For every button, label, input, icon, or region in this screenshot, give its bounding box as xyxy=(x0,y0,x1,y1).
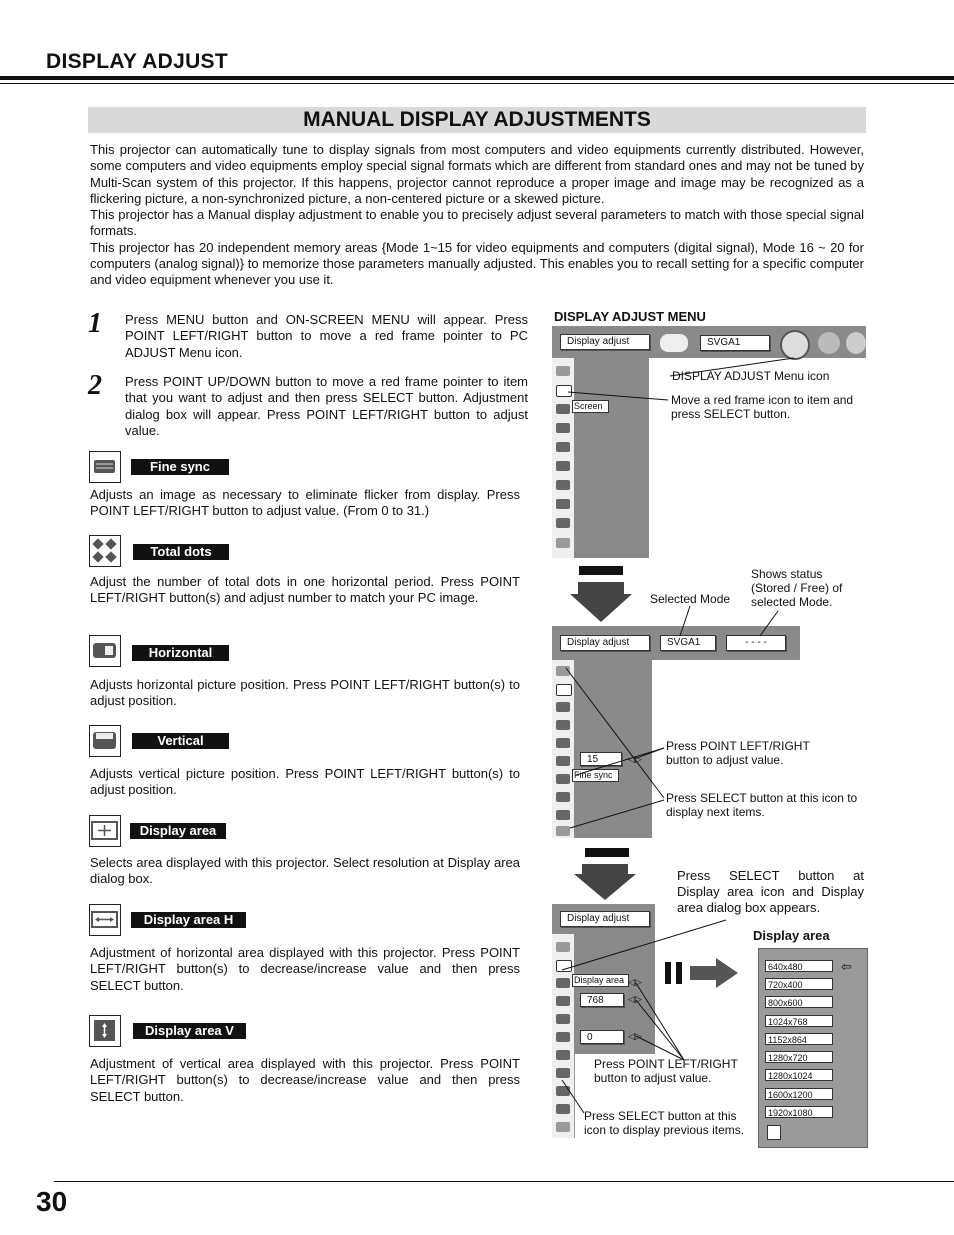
menu-icon-note: DISPLAY ADJUST Menu icon xyxy=(672,369,830,383)
footer-rule xyxy=(54,1181,954,1182)
menu-panel xyxy=(574,358,649,558)
up-arrow-icon xyxy=(556,942,570,952)
down-arrow-2 xyxy=(572,844,638,904)
down-arrow-icon xyxy=(556,826,570,836)
section-title: MANUAL DISPLAY ADJUSTMENTS xyxy=(88,107,866,133)
display-area-v-icon xyxy=(556,810,570,820)
display-area-label: Display area xyxy=(130,823,226,839)
adjust-note: Press POINT LEFT/RIGHT button to adjust value. xyxy=(666,739,810,767)
step-number: 2 xyxy=(88,370,102,401)
display-area-icon xyxy=(89,815,121,847)
step-text: Press MENU button and ON-SCREEN MENU will appear. Press POINT LEFT/RIGHT button to move a red frame pointer to PC ADJUST Menu icon. xyxy=(125,312,528,360)
display-area-icon xyxy=(556,960,572,972)
vertical-label: Vertical xyxy=(132,733,229,749)
display-area-description: Selects area displayed with this projector. Select resolution at Display area dialog box. xyxy=(90,855,520,887)
display-area-v-label: Display area V xyxy=(133,1023,246,1039)
page-number: 30 xyxy=(36,1186,68,1217)
down-arrow-icon xyxy=(556,538,570,548)
fine-sync-value: 15 xyxy=(580,752,622,766)
display-adjust-button: Display adjust xyxy=(560,334,650,350)
display-area-h-label: Display area H xyxy=(131,912,246,928)
fine-sync-description: Adjusts an image as necessary to eliminate flicker from display. Press POINT LEFT/RIGHT button to adjust value. (From 0 to 31.) xyxy=(90,487,520,519)
next-items-note: Press SELECT button at this icon to display next items. xyxy=(666,791,858,819)
menu-panel xyxy=(574,660,652,838)
status-note: Shows status (Stored / Free) of selected Mode. xyxy=(751,567,843,609)
display-area-icon xyxy=(556,774,570,784)
resolution-option: 1024x768 xyxy=(765,1015,833,1027)
resolution-option: 1280x1024 xyxy=(765,1069,833,1081)
display-area-v-icon xyxy=(556,518,570,528)
adjust-arrows-icon: ◁▷ xyxy=(628,977,642,987)
side-icon-column xyxy=(552,358,575,558)
v-value: 0 xyxy=(580,1030,624,1044)
total-dots-icon xyxy=(556,423,570,433)
vertical-description: Adjusts vertical picture position. Press POINT LEFT/RIGHT button(s) to adjust position. xyxy=(90,766,520,798)
screen-label: Screen xyxy=(572,400,609,413)
mode-button: SVGA1 xyxy=(660,635,716,651)
menu-item-icon xyxy=(556,1014,570,1024)
vertical-icon xyxy=(556,461,570,471)
display-area-v-description: Adjustment of vertical area displayed with this projector. Press POINT LEFT/RIGHT button(s) to decrease/increase value and then press SELECT button. xyxy=(90,1056,520,1104)
display-area-h-icon xyxy=(556,792,570,802)
menu-item-icon xyxy=(556,1086,570,1096)
fine-sync-icon xyxy=(89,451,121,483)
resolution-option: 1920x1080 xyxy=(765,1106,833,1118)
horizontal-icon xyxy=(89,635,121,667)
menu-item-icon xyxy=(556,1032,570,1042)
exit-icon xyxy=(767,1125,781,1140)
display-adjust-button: Display adjust xyxy=(560,911,650,927)
selected-mode-note: Selected Mode xyxy=(650,592,731,606)
page-header-title: DISPLAY ADJUST xyxy=(46,50,228,73)
total-dots-icon xyxy=(556,720,570,730)
step-number: 1 xyxy=(88,308,102,339)
total-dots-icon xyxy=(89,535,121,567)
menu-icon-1 xyxy=(660,334,688,352)
screen-icon xyxy=(556,684,572,696)
move-note: Move a red frame icon to item and press SELECT button. xyxy=(671,393,854,421)
fine-sync-menu-label: Fine sync xyxy=(572,769,619,782)
fine-sync-label: Fine sync xyxy=(131,459,229,475)
adjust-arrows-icon: ◁▷ xyxy=(628,994,642,1004)
total-dots-description: Adjust the number of total dots in one horizontal period. Press POINT LEFT/RIGHT button(s) and adjust number to match your PC image. xyxy=(90,574,520,606)
menu-diagram-1 xyxy=(552,326,866,558)
display-area-h-description: Adjustment of horizontal area displayed with this projector. Press POINT LEFT/RIGHT button(s) to decrease/increase value and then press SELECT button. xyxy=(90,945,520,993)
display-adjust-menu-title: DISPLAY ADJUST MENU xyxy=(554,309,706,324)
horizontal-description: Adjusts horizontal picture position. Press POINT LEFT/RIGHT button(s) to adjust position. xyxy=(90,677,520,709)
status-button: - - - - xyxy=(726,635,786,651)
resolution-option: 1152x864 xyxy=(765,1033,833,1045)
menu-item-icon xyxy=(556,1068,570,1078)
fine-sync-icon xyxy=(556,702,570,712)
horizontal-label: Horizontal xyxy=(132,645,229,661)
display-adjust-button: Display adjust xyxy=(560,635,650,651)
up-arrow-icon xyxy=(556,366,570,376)
resolution-option: 1280x720 xyxy=(765,1051,833,1063)
previous-items-note: Press SELECT button at this icon to display previous items. xyxy=(584,1109,745,1137)
horizontal-icon xyxy=(556,738,570,748)
horizontal-icon xyxy=(556,442,570,452)
down-arrow-1 xyxy=(568,564,634,624)
intro-text xyxy=(90,142,864,289)
mode-button: SVGA1 xyxy=(700,335,770,351)
intro-paragraph: This projector has a Manual display adjustment to enable you to precisely adjust several parameters to match with those special signal formats. xyxy=(90,207,864,239)
menu-icon-3 xyxy=(846,332,866,354)
display-area-icon xyxy=(556,480,570,490)
up-arrow-icon xyxy=(556,666,570,676)
display-area-v-icon xyxy=(556,996,570,1006)
fine-sync-icon xyxy=(556,404,570,414)
vertical-icon xyxy=(89,725,121,757)
resolution-option: 640x480 xyxy=(765,960,833,972)
adjust-arrows-icon: ◁▷ xyxy=(628,1031,642,1041)
total-dots-label: Total dots xyxy=(133,544,229,560)
transition-arrow xyxy=(662,956,742,990)
menu-icon-2 xyxy=(818,332,840,354)
intro-paragraph: This projector can automatically tune to display signals from most computers and video equipments currently distributed. However, some computers and video equipments employ special signal formats which are different from standard ones and may not be tuned by Multi-Scan system of this projector. If this happens, projector cannot reproduce a proper image and image may be recognized as a flickering picture, a non-synchronized picture, a non-centered picture or a skewed picture. xyxy=(90,142,864,206)
step-text: Press POINT UP/DOWN button to move a red frame pointer to item that you want to adjust and then press SELECT button. Adjustment dialog box will appear. Press POINT LEFT/RIGHT button to adjust value. xyxy=(125,374,528,438)
side-icon-column xyxy=(552,934,575,1138)
adjust-note-2: Press POINT LEFT/RIGHT button to adjust value. xyxy=(594,1057,738,1085)
side-icon-column xyxy=(552,660,575,838)
h-value: 768 xyxy=(580,993,624,1007)
menu-item-icon xyxy=(556,1050,570,1060)
screen-icon xyxy=(556,385,572,397)
resolution-option: 720x400 xyxy=(765,978,833,990)
adjust-arrows-icon: ◁▷ xyxy=(628,754,642,764)
display-area-h-icon xyxy=(556,978,570,988)
previous-items-icon xyxy=(556,1122,570,1132)
display-area-dialog xyxy=(758,948,868,1148)
display-area-h-icon xyxy=(89,904,121,936)
vertical-icon xyxy=(556,756,570,766)
display-area-dialog-title: Display area xyxy=(753,928,830,943)
display-area-h-icon xyxy=(556,499,570,509)
menu-item-icon xyxy=(556,1104,570,1114)
pointer-arrow-icon: ⇦ xyxy=(841,959,852,974)
display-area-note: Press SELECT button at Display area icon and Display area dialog box appears. xyxy=(677,868,864,915)
display-area-v-icon xyxy=(89,1015,121,1047)
menu-diagram-3 xyxy=(552,904,655,1138)
resolution-option: 800x600 xyxy=(765,996,833,1008)
resolution-option: 1600x1200 xyxy=(765,1088,833,1100)
header-rule xyxy=(0,76,954,80)
display-adjust-menu-icon xyxy=(780,330,810,360)
display-area-menu-label: Display area xyxy=(572,974,629,987)
intro-paragraph: This projector has 20 independent memory areas {Mode 1~15 for video equipments and computers (digital signal), Mode 16 ~ 20 for computers (analog signal)} to memorize those parameters manually adjusted. This enables you to recall setting for a specific computer and video equipment whenever you use it. xyxy=(90,239,864,288)
header-rule-thin xyxy=(0,83,954,84)
